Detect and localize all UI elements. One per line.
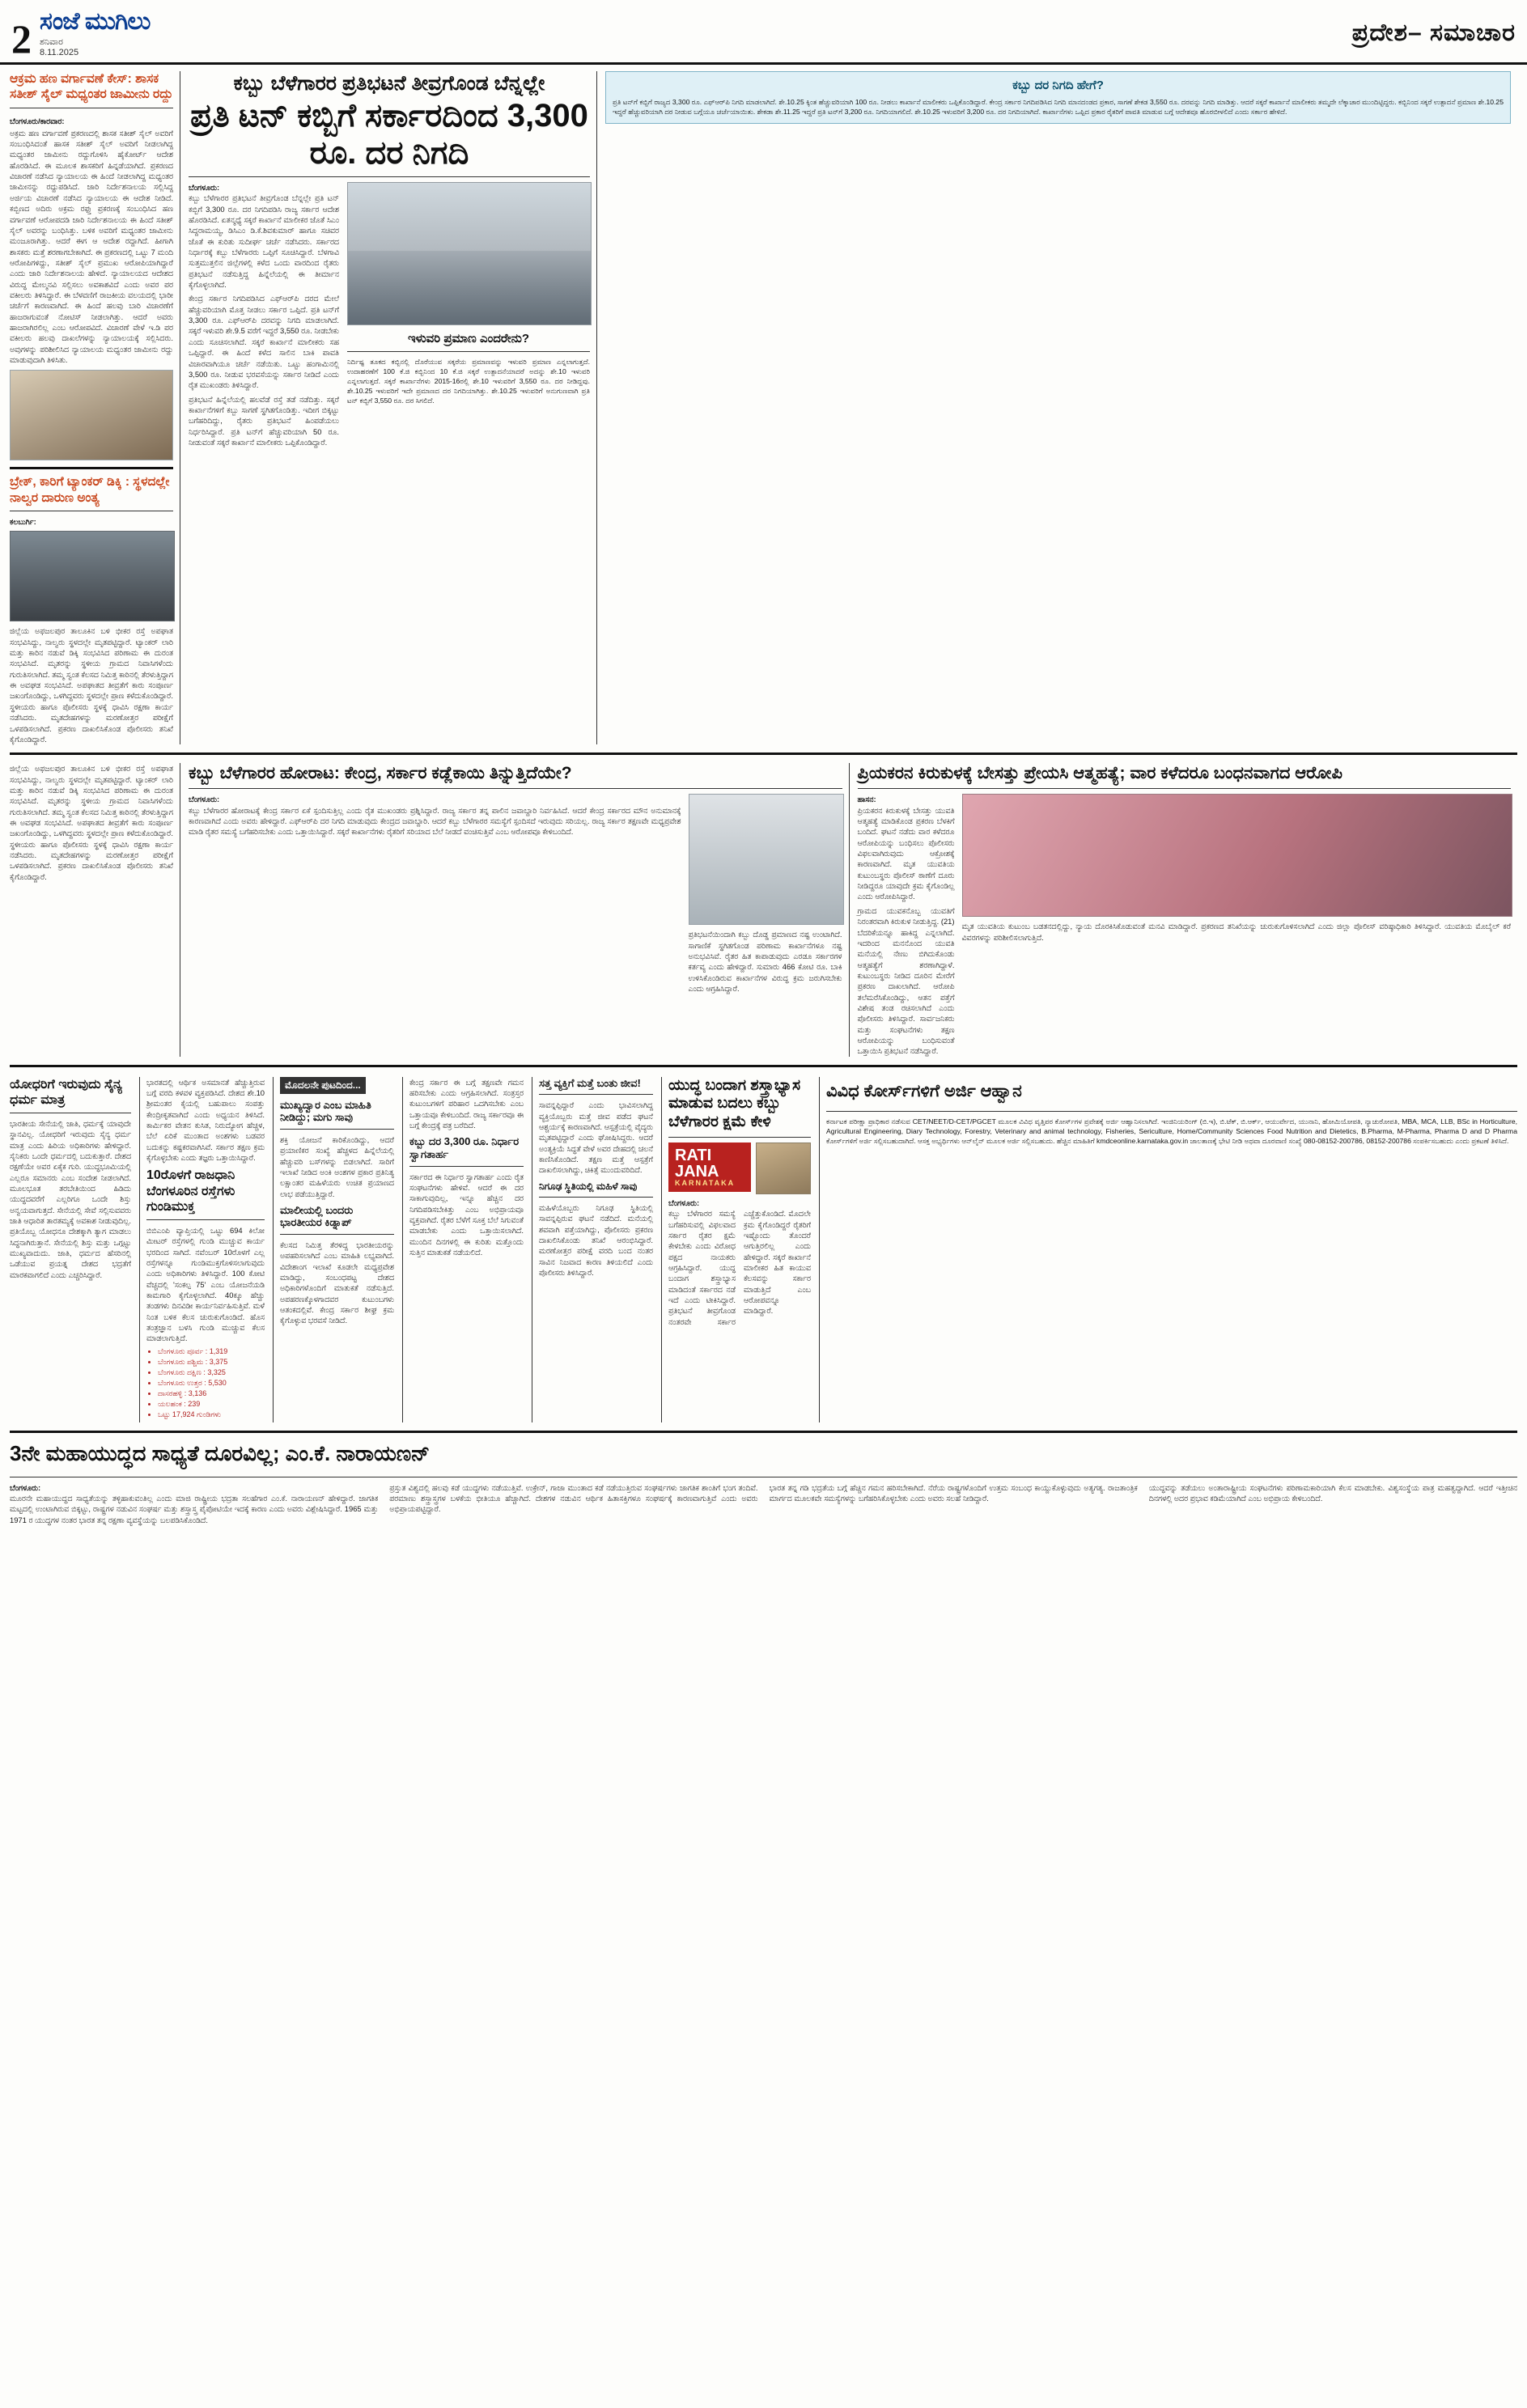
lead-headline-block (189, 71, 590, 172)
bottom-col4-lead: ಕೇಂದ್ರ ಸರ್ಕಾರ ಈ ಬಗ್ಗೆ ತಕ್ಷಣವೇ ಗಮನ ಹರಿಸಬೇಕು ಎಂದು ಆಗ್ರಹಿಸಲಾಗಿದೆ. ಸಂತ್ರಸ್ತರ ಕುಟುಂಬಗಳಿಗೆ ಪರಿಹಾರ ಒದಗಿಸಬೇಕು ಎಂಬ ಒತ್ತಾಯವೂ ಕೇಳಿಬಂದಿದೆ. ರಾಜ್ಯ ಸರ್ಕಾರವೂ ಈ ಬಗ್ಗೆ ಕೇಂದ್ರಕ್ಕೆ ಪತ್ರ ಬರೆದಿದೆ. (409, 1077, 524, 1130)
mid-right-byline: ಹಾಸನ: (857, 795, 876, 804)
speaker-photo (689, 794, 844, 925)
page-number: 2 (11, 16, 32, 61)
lead-body-3: ಪ್ರತಿಭಟನೆ ಹಿನ್ನೆಲೆಯಲ್ಲಿ ಹಲವೆಡೆ ರಸ್ತೆ ತಡೆ ನಡೆದಿತ್ತು. ಸಕ್ಕರೆ ಕಾರ್ಖಾನೆಗಳಿಗೆ ಕಬ್ಬು ಸಾಗಣೆ ಸ್ಥಗಿತಗೊಂಡಿತ್ತು. ಇದೀಗ ಬಿಕ್ಕಟ್ಟು ಬಗೆಹರಿದಿದ್ದು, ರೈತರು ಪ್ರತಿಭಟನೆ ಹಿಂಪಡೆಯಲು ನಿರ್ಧರಿಸಿದ್ದಾರೆ. ಪ್ರತಿ ಟನ್‌ಗೆ ಹೆಚ್ಚುವರಿಯಾಗಿ 50 ರೂ. ನೀಡುವಂತೆ ಸಕ್ಕರೆ ಕಾರ್ಖಾನೆ ಮಾಲೀಕರು ಒಪ್ಪಿಕೊಂಡಿದ್ದಾರೆ. (189, 394, 339, 447)
bottom-col-3 (273, 1077, 394, 1422)
list-item: • ಬೆಂಗಳೂರು ದಕ್ಷಿಣ : 3,325 (158, 1368, 265, 1377)
war-opinion-byline: ಬೆಂಗಳೂರು: (668, 1198, 700, 1208)
soldier-story-body: ಭಾರತೀಯ ಸೇನೆಯಲ್ಲಿ ಜಾತಿ, ಧರ್ಮಕ್ಕೆ ಯಾವುದೇ ಸ್ಥಾನವಿಲ್ಲ. ಯೋಧರಿಗೆ ಇರುವುದು ಸೈನ್ಯ ಧರ್ಮ ಮಾತ್ರ ಎಂದು ಹಿರಿಯ ಅಧಿಕಾರಿಗಳು ಹೇಳಿದ್ದಾರೆ. ಸೈನಿಕರು ಒಂದೇ ಧರ್ಮದಲ್ಲಿ ಬದುಕುತ್ತಾರೆ. ದೇಶದ ರಕ್ಷಣೆಯೇ ಅವರ ಏಕೈಕ ಗುರಿ. ಯುದ್ಧಭೂಮಿಯಲ್ಲಿ ಎಲ್ಲರೂ ಸಮಾನರು ಎಂಬ ಸಂದೇಶ ನೀಡಲಾಗಿದೆ. ಮೂಲಭೂತ ತರಬೇತಿಯಿಂದ ಹಿಡಿದು ಯುದ್ಧದವರೆಗೆ ಎಲ್ಲರಿಗೂ ಒಂದೇ ಶಿಸ್ತು ಅನ್ವಯವಾಗುತ್ತದೆ. ಸೇನೆಯಲ್ಲಿ ಸೇವೆ ಸಲ್ಲಿಸುವವರು ಜಾತಿ ಆಧಾರಿತ ತಾರತಮ್ಯಕ್ಕೆ ಅವಕಾಶ ನೀಡುವುದಿಲ್ಲ. ಪ್ರತಿಯೊಬ್ಬ ಯೋಧನೂ ದೇಶಕ್ಕಾಗಿ ತ್ಯಾಗ ಮಾಡಲು ಸಿದ್ಧನಾಗಿರುತ್ತಾನೆ. ಸೇನೆಯಲ್ಲಿ ಶಿಸ್ತು ಮತ್ತು ಒಗ್ಗಟ್ಟು ಮುಖ್ಯವಾದುದು. ಜಾತಿ, ಧರ್ಮದ ಹೆಸರಿನಲ್ಲಿ ಒಡೆಯುವ ಪ್ರಯತ್ನ ದೇಶದ ಭದ್ರತೆಗೆ ಮಾರಕವಾಗಲಿದೆ ಎಂದು ಎಚ್ಚರಿಸಿದ್ದಾರೆ. (10, 1119, 131, 1279)
top-region (0, 65, 1527, 744)
footer-region (0, 1433, 1527, 1537)
logo-text: ಸಂಜೆ ಮುಗಿಲು (40, 8, 151, 35)
mid-right-story (851, 763, 1518, 1056)
list-item: • ಬೆಂಗಳೂರು ಪಶ್ಚಿಮ : 3,375 (158, 1358, 265, 1367)
bottom-region (0, 1070, 1527, 1422)
mid-center-byline: ಬೆಂಗಳೂರು: (189, 795, 220, 804)
right-column (599, 71, 1517, 744)
inequality-body: ಭಾರತದಲ್ಲಿ ಆರ್ಥಿಕ ಅಸಮಾನತೆ ಹೆಚ್ಚುತ್ತಿರುವ ಬಗ್ಗೆ ವರದಿ ಕಳವಳ ವ್ಯಕ್ತಪಡಿಸಿದೆ. ದೇಶದ ಶೇ.10 ಶ್ರೀಮಂತರ ಕೈಯಲ್ಲಿ ಬಹುಪಾಲು ಸಂಪತ್ತು ಕೇಂದ್ರೀಕೃತವಾಗಿದೆ ಎಂದು ಅಧ್ಯಯನ ತಿಳಿಸಿದೆ. ಕಾರ್ಮಿಕರ ವೇತನ ಕುಸಿತ, ನಿರುದ್ಯೋಗ ಹೆಚ್ಚಳ, ಬೆಲೆ ಏರಿಕೆ ಮುಂತಾದ ಅಂಶಗಳು ಬಡವರ ಬದುಕನ್ನು ಕಷ್ಟಕರವಾಗಿಸಿವೆ. ಸರ್ಕಾರ ತಕ್ಷಣ ಕ್ರಮ ಕೈಗೊಳ್ಳಬೇಕು ಎಂದು ತಜ್ಞರು ಒತ್ತಾಯಿಸಿದ್ದಾರೆ. (146, 1077, 265, 1163)
lead-headline: ಪ್ರತಿ ಟನ್ ಕಬ್ಬಿಗೆ ಸರ್ಕಾರದಿಂದ 3,300 ರೂ. ದರ ನಿಗದಿ (190, 98, 588, 171)
rate-explainer-box (605, 71, 1511, 124)
middle-region (0, 758, 1527, 1056)
left-headline: ಆಕ್ರಮ ಹಣ ವರ್ಗಾವಣೆ ಕೇಸ್‌: ಶಾಸಕ ಸತೀಶ್ ಸೈಲ್ ಮಧ್ಯಂತರ ಜಾಮೀನು ರದ್ದು (10, 72, 173, 102)
bottom-col-7 (819, 1077, 1517, 1422)
lead-kicker: ಕಬ್ಬು ಬೆಳೆಗಾರರ ಪ್ರತಿಭಟನೆ ತೀವ್ರಗೊಂಡ ಬೆನ್ನಲ್ಲೇ (233, 72, 545, 95)
party-badge (668, 1143, 751, 1192)
lead-byline: ಬೆಂಗಳೂರು: (189, 183, 220, 192)
politician-photo (10, 370, 173, 460)
rate-explainer-text: ಪ್ರತಿ ಟನ್‌ಗೆ ಕಬ್ಬಿಗೆ ರಾಜ್ಯದ 3,300 ರೂ. ಎಫ್‌ಆರ್‌ಪಿ ನಿಗದಿ ಮಾಡಲಾಗಿದೆ. ಶೇ.10.25 ಕ್ಕಿಂತ ಹೆಚ್ಚುವರಿಯಾಗಿ 100 ರೂ. ನೀಡಲು ಕಾರ್ಖಾನೆ ಮಾಲೀಕರು ಒಪ್ಪಿಕೊಂಡಿದ್ದಾರೆ. ಕೇಂದ್ರ ಸರ್ಕಾರ ನಿಗದಿಪಡಿಸಿದ ನಿಗದಿ ಮಾನದಂಡದ ಪ್ರಕಾರ, ಸಾಗಣೆ ಶೇಕಡ 3,550 ರೂ. ದರವನ್ನು ನಿಗದಿ ಮಾಡಿತ್ತು. ಆದರೆ ಸಕ್ಕರೆ ಕಾರ್ಖಾನೆ ಮಾಲೀಕರು ತಮ್ಮದೇ ಲೆಕ್ಕಾಚಾರ ಮುಂದಿಟ್ಟಿದ್ದರು. ಕಬ್ಬಿನಿಂದ ಸಕ್ಕರೆ ಉತ್ಪಾದನೆ ಪ್ರಮಾಣ ಶೇ.10.25 ಇದ್ದರೆ ಹೆಚ್ಚುವರಿಯಾಗಿ ದರ ನೀಡುವ ಬಗ್ಗೆಯೂ ಚರ್ಚೆಯಾಯಿತು. ಶೇಕಡಾ ಶೇ.11.25 ಇದ್ದರೆ ಪ್ರತಿ ಟನ್‌ಗೆ 3,200 ರೂ. ನಿಗದಿಯಾಗಲಿದೆ. ಶೇ.10.25 ಇಳುವರಿಗೆ 3,200 ರೂ. ದರ ನಿಗದಿಯಾಗಿದೆ. ಕಾರ್ಖಾನೆಗಳು ಒಪ್ಪಿದ ಪ್ರಕಾರ ರೈತರಿಗೆ ಪಾವತಿ ಮಾಡುವ ಬಗ್ಗೆ ಆದೇಶವೂ ಹೊರಬೀಳಲಿದೆ ಎಂದು ಸರ್ಕಾರ ಹೇಳಿದೆ. (613, 98, 1504, 117)
bottom-col-6 (661, 1077, 811, 1422)
child-death-head: ಮುಖ್ಯದ್ವಾರ ಎಂಬ ಮಾಹಿತಿ ನೀಡಿದ್ದು; ಮಗು ಸಾವು (280, 1098, 371, 1124)
bottom-col-5 (532, 1077, 653, 1422)
cane-rate-head: ಕಬ್ಬು ದರ 3,300 ರೂ. ನಿರ್ಧಾರ ಸ್ವಾಗತಾರ್ಹ (409, 1135, 520, 1160)
mystery-death-body: ಮಹಿಳೆಯೊಬ್ಬರು ನಿಗೂಢ ಸ್ಥಿತಿಯಲ್ಲಿ ಸಾವನ್ನಪ್ಪಿರುವ ಘಟನೆ ನಡೆದಿದೆ. ಮನೆಯಲ್ಲಿ ಶವವಾಗಿ ಪತ್ತೆಯಾಗಿದ್ದು, ಪೊಲೀಸರು ಪ್ರಕರಣ ದಾಖಲಿಸಿಕೊಂಡು ತನಿಖೆ ಆರಂಭಿಸಿದ್ದಾರೆ. ಮರಣೋತ್ತರ ಪರೀಕ್ಷೆ ವರದಿ ಬಂದ ನಂತರ ಸಾವಿನ ನಿಜವಾದ ಕಾರಣ ತಿಳಿಯಲಿದೆ ಎಂದು ಪೊಲೀಸರು ತಿಳಿಸಿದ್ದಾರೆ. (539, 1203, 653, 1278)
party-badge-text: RATI JANA (675, 1147, 719, 1181)
mid-right-body-2: ಗ್ರಾಮದ ಯುವಕನೊಬ್ಬ ಯುವತಿಗೆ ನಿರಂತರವಾಗಿ ಕಿರುಕುಳ ನೀಡುತ್ತಿದ್ದ. (21) ಬೆದರಿಕೆಯನ್ನೂ ಹಾಕಿದ್ದ ಎನ್ನಲಾಗಿದೆ. ಇದರಿಂದ ಮನನೊಂದ ಯುವತಿ ಮನೆಯಲ್ಲಿ ನೇಣು ಬಿಗಿದುಕೊಂಡು ಆತ್ಮಹತ್ಯೆಗೆ ಶರಣಾಗಿದ್ದಾಳೆ. ಕುಟುಂಬಸ್ಥರು ನೀಡಿದ ದೂರಿನ ಮೇರೆಗೆ ಪ್ರಕರಣ ದಾಖಲಾಗಿದೆ. ಆರೋಪಿ ತಲೆಮರೆಸಿಕೊಂಡಿದ್ದು, ಆತನ ಪತ್ತೆಗೆ ವಿಶೇಷ ತಂಡ ರಚಿಸಲಾಗಿದೆ ಎಂದು ಪೊಲೀಸರು ತಿಳಿಸಿದ್ದಾರೆ. ಸಾರ್ವಜನಿಕರು ಮತ್ತು ಸಂಘಟನೆಗಳು ತಕ್ಷಣ ಆರೋಪಿಯನ್ನು ಬಂಧಿಸುವಂತೆ ಒತ್ತಾಯಿಸಿ ಪ್ರತಿಭಟನೆ ನಡೆಸಿದ್ದಾರೆ. (857, 905, 955, 1056)
pothole-head: 10ರೊಳಗೆ ರಾಜಧಾನಿ ಬೆಂಗಳೂರಿನ ರಸ್ತೆಗಳು ಗುಂಡಿಮುಕ್ತ (146, 1168, 235, 1214)
footer-headline: 3ನೇ ಮಹಾಯುದ್ಧದ ಸಾಧ್ಯತೆ ದೂರವಿಲ್ಲ; ಎಂ.ಕೆ. ನಾರಾಯಣನ್ (10, 1440, 431, 1465)
issue-date: 8.11.2025 (40, 48, 79, 57)
left-headline-2: ಬ್ರೇಕ್‌, ಕಾರಿಗೆ ಟ್ಯಾಂಕರ್ ಡಿಕ್ಕಿ : ಸ್ಥಳದಲ್ಲೇ ನಾಲ್ವರ ದಾರುಣ ಅಂತ್ಯ (10, 475, 170, 505)
lead-body-1: ಕಬ್ಬು ಬೆಳೆಗಾರರ ಪ್ರತಿಭಟನೆ ತೀವ್ರಗೊಂಡ ಬೆನ್ನಲ್ಲೇ ಪ್ರತಿ ಟನ್ ಕಬ್ಬಿಗೆ 3,300 ರೂ. ದರ ನಿಗದಿಪಡಿಸಿ ರಾಜ್ಯ ಸರ್ಕಾರ ಆದೇಶ ಹೊರಡಿಸಿದೆ. ಏತನ್ಮಧ್ಯೆ ಸಕ್ಕರೆ ಕಾರ್ಖಾನೆ ಮಾಲೀಕರ ಜೊತೆ ಸಿಎಂ ಸಿದ್ದರಾಮಯ್ಯ, ಡಿಸಿಎಂ ಡಿ.ಕೆ.ಶಿವಕುಮಾರ್ ಹಾಗೂ ಸಚಿವರ ಜೊತೆ ಈ ಕುರಿತು ಸುದೀರ್ಘ ಚರ್ಚೆ ನಡೆಸಿದರು. ಸರ್ಕಾರದ ನಿರ್ಧಾರಕ್ಕೆ ಕಬ್ಬು ಬೆಳೆಗಾರರು ಒಪ್ಪಿಗೆ ಸೂಚಿಸಿದ್ದಾರೆ. ಬೆಳಗಾವಿ ಸುತ್ತಮುತ್ತಲಿನ ಜಿಲ್ಲೆಗಳಲ್ಲಿ ಕಳೆದ ಒಂದು ವಾರದಿಂದ ರೈತರು ಪ್ರತಿಭಟನೆ ನಡೆಸುತ್ತಿದ್ದ ಹಿನ್ನೆಲೆಯಲ್ಲಿ ಈ ತೀರ್ಮಾನ ಕೈಗೊಳ್ಳಲಾಗಿದೆ. (189, 193, 339, 290)
footer-col-4: ಯುದ್ಧವನ್ನು ತಡೆಯಲು ಅಂತಾರಾಷ್ಟ್ರೀಯ ಸಂಘಟನೆಗಳು ಪರಿಣಾಮಕಾರಿಯಾಗಿ ಕೆಲಸ ಮಾಡಬೇಕು. ವಿಶ್ವಸಂಸ್ಥೆಯ ಪಾತ್ರ ಮಹತ್ವದ್ದಾಗಿದೆ. ಆದರೆ ಇತ್ತೀಚಿನ ದಿನಗಳಲ್ಲಿ ಅದರ ಪ್ರಭಾವ ಕಡಿಮೆಯಾಗಿದೆ ಎಂಬ ಅಭಿಪ್ರಾಯ ಕೇಳಿಬಂದಿದೆ. (1148, 1482, 1517, 1503)
list-item: • ಒಟ್ಟು 17,924 ಗುಂಡಿಗಳು (158, 1410, 265, 1419)
publication-logo (40, 8, 150, 57)
yield-box-text: ನಿರ್ದಿಷ್ಟ ತೂಕದ ಕಬ್ಬಿನಲ್ಲಿ ದೊರೆಯುವ ಸಕ್ಕರೆಯ ಪ್ರಮಾಣವನ್ನು ಇಳುವರಿ ಪ್ರಮಾಣ ಎನ್ನಲಾಗುತ್ತದೆ. ಉದಾಹರಣೆಗೆ 100 ಕೆ.ಜಿ ಕಬ್ಬಿನಿಂದ 10 ಕೆ.ಜಿ ಸಕ್ಕರೆ ಉತ್ಪಾದನೆಯಾದರೆ ಅದನ್ನು ಶೇ.10 ಇಳುವರಿ ಎನ್ನಲಾಗುತ್ತದೆ. ಸಕ್ಕರೆ ಕಾರ್ಖಾನೆಗಳು 2015-16ರಲ್ಲಿ ಶೇ.10 ಇಳುವರಿಗೆ 3,550 ರೂ. ದರ ನೀಡಿದ್ದವು. ಶೇ.10.25 ಇಳುವರಿಗೆ ಇದೇ ಪ್ರಮಾಣದ ದರ ನಿಗದಿಯಾಗಿತ್ತು. ಶೇ.10.25 ಇಳುವರಿಗೆ ಅನುಗುಣವಾಗಿ ಪ್ರತಿ ಟನ್ ಕಬ್ಬಿಗೆ 3,550 ರೂ. ದರ ಸಿಗಲಿದೆ. (347, 358, 590, 405)
war-opinion-body: ಕಬ್ಬು ಬೆಳೆಗಾರರ ಸಮಸ್ಯೆ ಬಗೆಹರಿಸುವಲ್ಲಿ ವಿಫಲವಾದ ಸರ್ಕಾರ ರೈತರ ಕ್ಷಮೆ ಕೇಳಬೇಕು ಎಂದು ವಿರೋಧ ಪಕ್ಷದ ನಾಯಕರು ಆಗ್ರಹಿಸಿದ್ದಾರೆ. ಯುದ್ಧ ಬಂದಾಗ ಶಸ್ತ್ರಾಭ್ಯಾಸ ಮಾಡಿದಂತೆ ಸರ್ಕಾರದ ನಡೆ ಇದೆ ಎಂದು ಟೀಕಿಸಿದ್ದಾರೆ. ಪ್ರತಿಭಟನೆ ತೀವ್ರಗೊಂಡ ನಂತರವೇ ಸರ್ಕಾರ ಎಚ್ಚೆತ್ತುಕೊಂಡಿದೆ. ಮೊದಲೇ ಕ್ರಮ ಕೈಗೊಂಡಿದ್ದರೆ ರೈತರಿಗೆ ಇಷ್ಟೊಂದು ತೊಂದರೆ ಆಗುತ್ತಿರಲಿಲ್ಲ ಎಂದು ಹೇಳಿದ್ದಾರೆ. ಸಕ್ಕರೆ ಕಾರ್ಖಾನೆ ಮಾಲೀಕರ ಹಿತ ಕಾಯುವ ಕೆಲಸವನ್ನು ಸರ್ಕಾರ ಮಾಡುತ್ತಿದೆ ಎಂಬ ಆರೋಪವನ್ನೂ ಮಾಡಿದ್ದಾರೆ. (668, 1209, 811, 1326)
bottom-col-1 (10, 1077, 131, 1422)
mid-right-body-3: ಮೃತ ಯುವತಿಯ ಕುಟುಂಬ ಬಡತನದಲ್ಲಿದ್ದು, ನ್ಯಾಯ ದೊರಕಿಸಿಕೊಡುವಂತೆ ಮನವಿ ಮಾಡಿದ್ದಾರೆ. ಪ್ರಕರಣದ ತನಿಖೆಯನ್ನು ಚುರುಕುಗೊಳಿಸಲಾಗಿದೆ ಎಂದು ಜಿಲ್ಲಾ ಪೊಲೀಸ್ ವರಿಷ್ಠಾಧಿಕಾರಿ ತಿಳಿಸಿದ್ದಾರೆ. ಯುವತಿಯ ಮೊಬೈಲ್ ಕರೆ ವಿವರಗಳನ್ನು ಪರಿಶೀಲಿಸಲಾಗುತ್ತಿದೆ. (961, 922, 1511, 942)
footer-col-3: ಭಾರತ ತನ್ನ ಗಡಿ ಭದ್ರತೆಯ ಬಗ್ಗೆ ಹೆಚ್ಚಿನ ಗಮನ ಹರಿಸಬೇಕಾಗಿದೆ. ನೆರೆಯ ರಾಷ್ಟ್ರಗಳೊಂದಿಗೆ ಉತ್ತಮ ಸಂಬಂಧ ಕಾಯ್ದುಕೊಳ್ಳುವುದು ಅತ್ಯಗತ್ಯ. ರಾಜತಾಂತ್ರಿಕ ಮಾರ್ಗದ ಮೂಲಕವೇ ಸಮಸ್ಯೆಗಳನ್ನು ಬಗೆಹರಿಸಿಕೊಳ್ಳಬೇಕು ಎಂದು ಅವರು ಸಲಹೆ ನೀಡಿದ್ದಾರೆ. (769, 1482, 1138, 1503)
war-opinion-head: ಯುದ್ಧ ಬಂದಾಗ ಶಸ್ತ್ರಾಭ್ಯಾಸ ಮಾಡುವ ಬದಲು ಕಬ್ಬು ಬೆಳೆಗಾರರ ಕ್ಷಮೆ ಕೇಳಿ (668, 1076, 801, 1131)
left-body-2: ಜಿಲ್ಲೆಯ ಅಫಜಲಪುರ ತಾಲೂಕಿನ ಬಳಿ ಭೀಕರ ರಸ್ತೆ ಅಪಘಾತ ಸಂಭವಿಸಿದ್ದು, ನಾಲ್ವರು ಸ್ಥಳದಲ್ಲೇ ಮೃತಪಟ್ಟಿದ್ದಾರೆ. ಟ್ಯಾಂಕರ್ ಲಾರಿ ಮತ್ತು ಕಾರಿನ ನಡುವೆ ಡಿಕ್ಕಿ ಸಂಭವಿಸಿದ ಪರಿಣಾಮ ಈ ದುರಂತ ಸಂಭವಿಸಿದೆ. ಮೃತರನ್ನು ಸ್ಥಳೀಯ ಗ್ರಾಮದ ನಿವಾಸಿಗಳೆಂದು ಗುರುತಿಸಲಾಗಿದೆ. ತಮ್ಮ ಸ್ವಂತ ಕೆಲಸದ ನಿಮಿತ್ತ ಕಾರಿನಲ್ಲಿ ತೆರಳುತ್ತಿದ್ದಾಗ ಈ ಅವಘಡ ಸಂಭವಿಸಿದೆ. ಅಪಘಾತದ ತೀವ್ರತೆಗೆ ಕಾರು ಸಂಪೂರ್ಣ ಜಖಂಗೊಂಡಿದ್ದು, ಒಳಗಿದ್ದವರು ಸ್ಥಳದಲ್ಲೇ ಪ್ರಾಣ ಕಳೆದುಕೊಂಡಿದ್ದಾರೆ. ಸ್ಥಳೀಯರು ಹಾಗೂ ಪೊಲೀಸರು ಸ್ಥಳಕ್ಕೆ ಧಾವಿಸಿ ರಕ್ಷಣಾ ಕಾರ್ಯ ನಡೆಸಿದರು. ಮೃತದೇಹಗಳನ್ನು ಮರಣೋತ್ತರ ಪರೀಕ್ಷೆಗೆ ಒಳಪಡಿಸಲಾಗಿದೆ. ಪ್ರಕರಣ ದಾಖಲಿಸಿಕೊಂಡ ಪೊಲೀಸರು ತನಿಖೆ ಕೈಗೊಂಡಿದ್ದಾರೆ. (10, 626, 173, 744)
party-badge-sub: KARNATAKA (675, 1179, 736, 1188)
left-byline-2: ಕಲಬುರ್ಗಿ: (10, 517, 36, 527)
pothole-body: ಬಿಬಿಎಂಪಿ ವ್ಯಾಪ್ತಿಯಲ್ಲಿ ಒಟ್ಟು 694 ಕಿಲೋ ಮೀಟರ್ ರಸ್ತೆಗಳಲ್ಲಿ ಗುಂಡಿ ಮುಚ್ಚುವ ಕಾರ್ಯ ಭರದಿಂದ ಸಾಗಿದೆ. ನವೆಂಬರ್ 10ರೊಳಗೆ ಎಲ್ಲ ರಸ್ತೆಗಳನ್ನೂ ಗುಂಡಿಮುಕ್ತಗೊಳಿಸಲಾಗುವುದು ಎಂದು ಅಧಿಕಾರಿಗಳು ತಿಳಿಸಿದ್ದಾರೆ. 100 ಕೋಟಿ ವೆಚ್ಚದಲ್ಲಿ 'ಸಂಕಲ್ಪ 75' ಎಂಬ ಯೋಜನೆಯಡಿ ಕಾಮಗಾರಿ ಕೈಗೊಳ್ಳಲಾಗಿದೆ. 40ಕ್ಕೂ ಹೆಚ್ಚು ತಂಡಗಳು ದಿನವಿಡೀ ಕಾರ್ಯನಿರ್ವಹಿಸುತ್ತಿವೆ. ಮಳೆ ನಿಂತ ಬಳಿಕ ಕೆಲಸ ಚುರುಕುಗೊಂಡಿದೆ. ಹೊಸ ತಂತ್ರಜ್ಞಾನ ಬಳಸಿ ಗುಂಡಿ ಮುಚ್ಚುವ ಕೆಲಸ ಮಾಡಲಾಗುತ್ತಿದೆ. (146, 1225, 265, 1343)
masthead (0, 0, 1527, 65)
soldier-story-head: ಯೋಧರಿಗೆ ಇರುವುದು ಸೈನ್ಯ ಧರ್ಮ ಮಾತ್ರ (10, 1077, 122, 1107)
cabinet-meeting-photo (347, 182, 592, 325)
list-item: • ಬೆಂಗಳೂರು ಪೂರ್ವ : 1,319 (158, 1347, 265, 1356)
rate-explainer-title: ಕಬ್ಬು ದರ ನಿಗದಿ ಹೇಗೆ? (1012, 78, 1104, 92)
yield-question-head: ಇಳುವರಿ ಪ್ರಮಾಣ ಎಂದರೇನು? (407, 332, 530, 346)
revived-man-body: ಸಾವನ್ನಪ್ಪಿದ್ದಾರೆ ಎಂದು ಭಾವಿಸಲಾಗಿದ್ದ ವ್ಯಕ್ತಿಯೊಬ್ಬರು ಮತ್ತೆ ಜೀವ ಪಡೆದ ಘಟನೆ ಆಶ್ಚರ್ಯಕ್ಕೆ ಕಾರಣವಾಗಿದೆ. ಆಸ್ಪತ್ರೆಯಲ್ಲಿ ವೈದ್ಯರು ಮೃತಪಟ್ಟಿದ್ದಾರೆ ಎಂದು ಘೋಷಿಸಿದ್ದರು. ಆದರೆ ಅಂತ್ಯಕ್ರಿಯೆ ಸಿದ್ಧತೆ ವೇಳೆ ಅವರ ದೇಹದಲ್ಲಿ ಚಲನೆ ಕಾಣಿಸಿಕೊಂಡಿದೆ. ತಕ್ಷಣ ಮತ್ತೆ ಆಸ್ಪತ್ರೆಗೆ ದಾಖಲಿಸಲಾಗಿದ್ದು, ಚಿಕಿತ್ಸೆ ಮುಂದುವರಿದಿದೆ. (539, 1100, 653, 1175)
mystery-death-head: ನಿಗೂಢ ಸ್ಥಿತಿಯಲ್ಲಿ ಮಹಿಳೆ ಸಾವು (539, 1180, 638, 1192)
logo-weekday: ಶನಿವಾರ (40, 37, 63, 47)
courses-ad-head: ವಿವಿಧ ಕೋರ್ಸ್‌ಗಳಿಗೆ ಅರ್ಜಿ ಆಹ್ವಾನ (826, 1081, 1022, 1100)
footer-col-2: ಪ್ರಸ್ತುತ ವಿಶ್ವದಲ್ಲಿ ಹಲವು ಕಡೆ ಯುದ್ಧಗಳು ನಡೆಯುತ್ತಿವೆ. ಉಕ್ರೇನ್, ಗಾಜಾ ಮುಂತಾದ ಕಡೆ ನಡೆಯುತ್ತಿರುವ ಸಂಘರ್ಷಗಳು ಜಾಗತಿಕ ಶಾಂತಿಗೆ ಭಂಗ ತಂದಿವೆ. ಪರಮಾಣು ಶಸ್ತ್ರಾಸ್ತ್ರಗಳ ಬಳಕೆಯ ಭೀತಿಯೂ ಹೆಚ್ಚಾಗಿದೆ. ದೇಶಗಳ ನಡುವಿನ ಆರ್ಥಿಕ ಹಿತಾಸಕ್ತಿಗಳೂ ಸಂಘರ್ಷಕ್ಕೆ ಕಾರಣವಾಗುತ್ತಿವೆ ಎಂದು ಅವರು ಅಭಿಪ್ರಾಯಪಟ್ಟಿದ್ದಾರೆ. (389, 1482, 758, 1514)
masthead-left (11, 8, 151, 61)
left-byline: ಬೆಂಗಳೂರು/ಕಾರವಾರ: (10, 116, 65, 125)
bottom-col-2 (139, 1077, 265, 1422)
bottom-col-4 (402, 1077, 524, 1422)
mid-center-headline: ಕಬ್ಬು ಬೆಳೆಗಾರರ ಹೋರಾಟ: ಕೇಂದ್ರ, ಸರ್ಕಾರ ಕಡ್ಲೆಕಾಯಿ ತಿನ್ನುತ್ತಿದೆಯೇ? (189, 764, 572, 783)
footer-byline: ಬೆಂಗಳೂರು: (10, 1482, 41, 1492)
victim-photos (962, 794, 1513, 917)
list-item: • ಬೆಂಗಳೂರು ಉತ್ತರ : 5,530 (158, 1379, 265, 1388)
footer-col-1: ಮೂರನೇ ಮಹಾಯುದ್ಧದ ಸಾಧ್ಯತೆಯನ್ನು ತಳ್ಳಿಹಾಕುವಂತಿಲ್ಲ ಎಂದು ಮಾಜಿ ರಾಷ್ಟ್ರೀಯ ಭದ್ರತಾ ಸಲಹೆಗಾರ ಎಂ.ಕೆ. ನಾರಾಯಣನ್ ಹೇಳಿದ್ದಾರೆ. ಜಾಗತಿಕ ಮಟ್ಟದಲ್ಲಿ ಉಂಟಾಗಿರುವ ಬಿಕ್ಕಟ್ಟು, ರಾಷ್ಟ್ರಗಳ ನಡುವಿನ ಸಂಘರ್ಷ ಮತ್ತು ಶಸ್ತ್ರಾಸ್ತ್ರ ಪೈಪೋಟಿಯೇ ಇದಕ್ಕೆ ಕಾರಣ ಎಂದು ಅವರು ವಿಶ್ಲೇಷಿಸಿದ್ದಾರೆ. 1965 ಮತ್ತು 1971 ರ ಯುದ್ಧಗಳ ನಂತರ ಭಾರತ ತನ್ನ ರಕ್ಷಣಾ ವ್ಯವಸ್ಥೆಯನ್ನು ಬಲಪಡಿಸಿಕೊಂಡಿದೆ. (10, 1494, 379, 1524)
leader-photo (756, 1143, 811, 1194)
mid-center-body: ಕಬ್ಬು ಬೆಳೆಗಾರರ ಹೋರಾಟಕ್ಕೆ ಕೇಂದ್ರ ಸರ್ಕಾರ ಏಕೆ ಸ್ಪಂದಿಸುತ್ತಿಲ್ಲ ಎಂದು ರೈತ ಮುಖಂಡರು ಪ್ರಶ್ನಿಸಿದ್ದಾರೆ. ರಾಜ್ಯ ಸರ್ಕಾರ ತನ್ನ ಪಾಲಿನ ಜವಾಬ್ದಾರಿ ನಿರ್ವಹಿಸಿದೆ. ಆದರೆ ಕೇಂದ್ರ ಸರ್ಕಾರದ ಮೌನ ಅನುಮಾನಕ್ಕೆ ಕಾರಣವಾಗಿದೆ ಎಂದು ಅವರು ಹೇಳಿದ್ದಾರೆ. ಎಫ್‌ಆರ್‌ಪಿ ದರ ನಿಗದಿ ಮಾಡುವುದು ಕೇಂದ್ರದ ಜವಾಬ್ದಾರಿ. ಆದರೆ ಕಬ್ಬು ಬೆಳೆಗಾರರ ಸಮಸ್ಯೆಗೆ ಸ್ಪಂದಿಸದೆ ಇರುವುದು ಸರಿಯಲ್ಲ. ರಾಜ್ಯ ಸರ್ಕಾರ ತಕ್ಷಣವೇ ಮಧ್ಯಪ್ರವೇಶ ಮಾಡಿ ರೈತರ ಸಮಸ್ಯೆ ಬಗೆಹರಿಸಬೇಕು ಎಂದು ಒತ್ತಾಯಿಸಿದ್ದಾರೆ. ಸಕ್ಕರೆ ಕಾರ್ಖಾನೆಗಳು ರೈತರಿಗೆ ಸರಿಯಾದ ಬೆಲೆ ನೀಡದೆ ವಂಚಿಸುತ್ತಿವೆ ಎಂಬ ಆರೋಪವೂ ಕೇಳಿಬಂದಿದೆ. (189, 805, 681, 837)
mid-right-body: ಪ್ರಿಯಕರನ ಕಿರುಕುಳಕ್ಕೆ ಬೇಸತ್ತು ಯುವತಿ ಆತ್ಮಹತ್ಯೆ ಮಾಡಿಕೊಂಡ ಪ್ರಕರಣ ಬೆಳಕಿಗೆ ಬಂದಿದೆ. ಘಟನೆ ನಡೆದು ವಾರ ಕಳೆದರೂ ಆರೋಪಿಯನ್ನು ಬಂಧಿಸಲು ಪೊಲೀಸರು ವಿಫಲವಾಗಿರುವುದು ಆಕ್ರೋಶಕ್ಕೆ ಕಾರಣವಾಗಿದೆ. ಮೃತ ಯುವತಿಯ ಕುಟುಂಬಸ್ಥರು ಪೊಲೀಸ್ ಠಾಣೆಗೆ ದೂರು ನೀಡಿದ್ದರೂ ಯಾವುದೇ ಕ್ರಮ ಕೈಗೊಂಡಿಲ್ಲ ಎಂದು ಆರೋಪಿಸಿದ್ದಾರೆ. (857, 805, 955, 901)
section-title: ಪ್ರದೇಶ– ಸಮಾಚಾರ (1351, 19, 1516, 46)
left-column (10, 71, 180, 744)
lead-body-2: ಕೇಂದ್ರ ಸರ್ಕಾರ ನಿಗದಿಪಡಿಸಿದ ಎಫ್‌ಆರ್‌ಪಿ ದರದ ಮೇಲೆ ಹೆಚ್ಚುವರಿಯಾಗಿ ಮೊತ್ತ ನೀಡಲು ಸರ್ಕಾರ ಒಪ್ಪಿದೆ. ಪ್ರತಿ ಟನ್‌ಗೆ 3,300 ರೂ. ಎಫ್‌ಆರ್‌ಪಿ ದರವನ್ನು ನಿಗದಿ ಮಾಡಲಾಗಿದೆ. ಸಕ್ಕರೆ ಇಳುವರಿ ಶೇ.9.5 ವರೆಗೆ ಇದ್ದರೆ 3,550 ರೂ. ನೀಡಬೇಕು ಎಂದು ಸೂಚಿಸಲಾಗಿದೆ. ಸಕ್ಕರೆ ಕಾರ್ಖಾನೆ ಮಾಲೀಕರು ಸಹ ಒಪ್ಪಿದ್ದಾರೆ. ಈ ಹಿಂದೆ ಕಳೆದ ಸಾಲಿನ ಬಾಕಿ ಪಾವತಿ ವಿಚಾರವಾಗಿಯೂ ಚರ್ಚೆ ನಡೆಯಿತು. ಒಟ್ಟು ಹಂಗಾಮಿನಲ್ಲಿ 3,500 ರೂ. ನೀಡುವ ಭರವಸೆಯನ್ನು ಸರ್ಕಾರ ನೀಡಿದೆ ಎಂದು ರೈತ ಮುಖಂಡರು ತಿಳಿಸಿದ್ದಾರೆ. (189, 294, 339, 390)
left-body: ಅಕ್ರಮ ಹಣ ವರ್ಗಾವಣೆ ಪ್ರಕರಣದಲ್ಲಿ ಶಾಸಕ ಸತೀಶ್ ಸೈಲ್ ಅವರಿಗೆ ಸಂಬಂಧಿಸಿದಂತೆ ಹಾಸಕ ಸತೀಶ್ ಸೈಲ್ ಅವರಿಗೆ ನೀಡಲಾಗಿದ್ದ ಮಧ್ಯಂತರ ಜಾಮೀನು ರದ್ದುಗೊಳಿಸಿ ಹೈಕೋರ್ಟ್ ಆದೇಶ ಹೊರಡಿಸಿದೆ. ಈ ಮೂಲಕ ಶಾಸಕರಿಗೆ ಹಿನ್ನಡೆಯಾಗಿದೆ. ಪ್ರಕರಣದ ವಿಚಾರಣೆ ನಡೆಸಿದ ನ್ಯಾಯಾಲಯ ಈ ಹಿಂದೆ ನೀಡಲಾಗಿದ್ದ ಮಧ್ಯಂತರ ಜಾಮೀನನ್ನು ರದ್ದುಪಡಿಸಿದೆ. ಜಾರಿ ನಿರ್ದೇಶನಾಲಯ ಸಲ್ಲಿಸಿದ್ದ ಅರ್ಜಿಯ ವಿಚಾರಣೆ ನಡೆಸಿದ ನ್ಯಾಯಾಲಯ ಈ ಆದೇಶ ನೀಡಿದೆ. ಕಬ್ಬಿಣದ ಅದಿರು ಅಕ್ರಮ ರಫ್ತು ಪ್ರಕರಣಕ್ಕೆ ಸಂಬಂಧಿಸಿದ ಹಣ ವರ್ಗಾವಣೆ ಆರೋಪದಡಿ ಜಾರಿ ನಿರ್ದೇಶನಾಲಯ ಈ ಹಿಂದೆ ಸತೀಶ್ ಸೈಲ್ ಅವರನ್ನು ಬಂಧಿಸಿತ್ತು. ಬಳಿಕ ಅವರಿಗೆ ಮಧ್ಯಂತರ ಜಾಮೀನು ಮಂಜೂರಾಗಿತ್ತು. ಆದರೆ ಈಗ ಆ ಆದೇಶ ರದ್ದಾಗಿದೆ. ಹೀಗಾಗಿ ಶಾಸಕರು ಮತ್ತೆ ಶರಣಾಗಬೇಕಾಗಿದೆ. ಈ ಪ್ರಕರಣದಲ್ಲಿ ಒಟ್ಟು 7 ಮಂದಿ ಆರೋಪಿಗಳಿದ್ದು, ಸತೀಶ್ ಸೈಲ್ ಪ್ರಮುಖ ಆರೋಪಿಯಾಗಿದ್ದಾರೆ ಎಂದು ಜಾರಿ ನಿರ್ದೇಶನಾಲಯ ಹೇಳಿದೆ. ನ್ಯಾಯಾಲಯದ ಆದೇಶದ ವಿರುದ್ಧ ಮೇಲ್ಮನವಿ ಸಲ್ಲಿಸಲು ಅವಕಾಶವಿದೆ ಎಂದು ಅವರ ಪರ ವಕೀಲರು ತಿಳಿಸಿದ್ದಾರೆ. ಈ ಬೆಳವಣಿಗೆ ರಾಜಕೀಯ ವಲಯದಲ್ಲಿ ಭಾರೀ ಚರ್ಚೆಗೆ ಕಾರಣವಾಗಿದೆ. ಈ ಹಿಂದೆ ಹಲವು ಬಾರಿ ವಿಚಾರಣೆಗೆ ಹಾಜರಾಗುವಂತೆ ನೋಟಿಸ್ ನೀಡಲಾಗಿತ್ತು. ಆದರೆ ಅವರು ಹಾಜರಾಗಿರಲಿಲ್ಲ ಎಂಬ ಆರೋಪವಿದೆ. ವಿಚಾರಣೆ ವೇಳೆ ಇ.ಡಿ ಪರ ವಕೀಲರು ಹಲವು ದಾಖಲೆಗಳನ್ನು ನ್ಯಾಯಾಲಯಕ್ಕೆ ಸಲ್ಲಿಸಿದರು. ಅವುಗಳನ್ನು ಪರಿಶೀಲಿಸಿದ ನ್ಯಾಯಾಲಯ ಮಧ್ಯಂತರ ಜಾಮೀನು ರದ್ದು ಮಾಡುವುದಾಗಿ ತಿಳಿಸಿತು. (10, 128, 173, 364)
mid-left-filler (10, 763, 180, 1056)
revived-man-head: ಸತ್ತ ವ್ಯಕ್ತಿಗೆ ಮತ್ತೆ ಬಂತು ಜೀವ! (539, 1076, 641, 1089)
list-item: • ದಾಸರಹಳ್ಳಿ : 3,136 (158, 1389, 265, 1398)
kidnap-body: ಕೆಲಸದ ನಿಮಿತ್ತ ತೆರಳಿದ್ದ ಭಾರತೀಯರನ್ನು ಅಪಹರಿಸಲಾಗಿದೆ ಎಂಬ ಮಾಹಿತಿ ಲಭ್ಯವಾಗಿದೆ. ವಿದೇಶಾಂಗ ಇಲಾಖೆ ಕೂಡಲೇ ಮಧ್ಯಪ್ರವೇಶ ಮಾಡಿದ್ದು, ಸಂಬಂಧಪಟ್ಟ ದೇಶದ ಅಧಿಕಾರಿಗಳೊಂದಿಗೆ ಮಾತುಕತೆ ನಡೆಸುತ್ತಿದೆ. ಅಪಹರಣಕ್ಕೊಳಗಾದವರ ಕುಟುಂಬಗಳು ಆತಂಕದಲ್ಲಿವೆ. ಕೇಂದ್ರ ಸರ್ಕಾರ ಶೀಘ್ರ ಕ್ರಮ ಕೈಗೊಳ್ಳುವ ಭರವಸೆ ನೀಡಿದೆ. (280, 1240, 394, 1325)
cane-rate-body: ಸರ್ಕಾರದ ಈ ನಿರ್ಧಾರ ಸ್ವಾಗತಾರ್ಹ ಎಂದು ರೈತ ಸಂಘಟನೆಗಳು ಹೇಳಿವೆ. ಆದರೆ ಈ ದರ ಸಾಕಾಗುವುದಿಲ್ಲ, ಇನ್ನೂ ಹೆಚ್ಚಿನ ದರ ನಿಗದಿಪಡಿಸಬೇಕಿತ್ತು ಎಂಬ ಅಭಿಪ್ರಾಯವೂ ವ್ಯಕ್ತವಾಗಿದೆ. ರೈತರ ಬೆಳೆಗೆ ಸೂಕ್ತ ಬೆಲೆ ಸಿಗುವಂತೆ ಮಾಡಬೇಕು ಎಂದು ಒತ್ತಾಯಿಸಲಾಗಿದೆ. ಮುಂದಿನ ದಿನಗಳಲ್ಲಿ ಈ ಕುರಿತು ಮತ್ತೊಂದು ಸುತ್ತಿನ ಮಾತುಕತೆ ನಡೆಯಲಿದೆ. (409, 1172, 524, 1257)
mid-right-headline: ಪ್ರಿಯಕರನ ಕಿರುಕುಳಕ್ಕೆ ಬೇಸತ್ತು ಪ್ರೇಯಸಿ ಆತ್ಮಹತ್ಯೆ; ವಾರ ಕಳೆದರೂ ಬಂಧನವಾಗದ ಆರೋಪಿ (857, 764, 1342, 783)
mid-center-body-2: ಪ್ರತಿಭಟನೆಯಿಂದಾಗಿ ಕಬ್ಬು ದೊಡ್ಡ ಪ್ರಮಾಣದ ನಷ್ಟ ಉಂಟಾಗಿದೆ. ಸಾಗಾಣಿಕೆ ಸ್ಥಗಿತಗೊಂಡ ಪರಿಣಾಮ ಕಾರ್ಖಾನೆಗಳೂ ನಷ್ಟ ಅನುಭವಿಸಿವೆ. ರೈತರ ಹಿತ ಕಾಪಾಡುವುದು ಎರಡೂ ಸರ್ಕಾರಗಳ ಕರ್ತವ್ಯ ಎಂದು ಹೇಳಿದ್ದಾರೆ. ಸುಮಾರು 466 ಕೋಟಿ ರೂ. ಬಾಕಿ ಉಳಿಸಿಕೊಂಡಿರುವ ಕಾರ್ಖಾನೆಗಳ ವಿರುದ್ಧ ಕ್ರಮ ಜರುಗಿಸಬೇಕು ಎಂದು ಆಗ್ರಹಿಸಿದ್ದಾರೆ. (688, 930, 842, 994)
continued-from-page1-label: ಮೊದಲನೇ ಪುಟದಿಂದ... (280, 1077, 366, 1094)
mid-center-story (182, 763, 849, 1056)
pothole-stats-list (158, 1347, 265, 1419)
mid-left-filler-text: ಜಿಲ್ಲೆಯ ಅಫಜಲಪುರ ತಾಲೂಕಿನ ಬಳಿ ಭೀಕರ ರಸ್ತೆ ಅಪಘಾತ ಸಂಭವಿಸಿದ್ದು, ನಾಲ್ವರು ಸ್ಥಳದಲ್ಲೇ ಮೃತಪಟ್ಟಿದ್ದಾರೆ. ಟ್ಯಾಂಕರ್ ಲಾರಿ ಮತ್ತು ಕಾರಿನ ನಡುವೆ ಡಿಕ್ಕಿ ಸಂಭವಿಸಿದ ಪರಿಣಾಮ ಈ ದುರಂತ ಸಂಭವಿಸಿದೆ. ಮೃತರನ್ನು ಸ್ಥಳೀಯ ಗ್ರಾಮದ ನಿವಾಸಿಗಳೆಂದು ಗುರುತಿಸಲಾಗಿದೆ. ತಮ್ಮ ಸ್ವಂತ ಕೆಲಸದ ನಿಮಿತ್ತ ಕಾರಿನಲ್ಲಿ ತೆರಳುತ್ತಿದ್ದಾಗ ಈ ಅವಘಡ ಸಂಭವಿಸಿದೆ. ಅಪಘಾತದ ತೀವ್ರತೆಗೆ ಕಾರು ಸಂಪೂರ್ಣ ಜಖಂಗೊಂಡಿದ್ದು, ಒಳಗಿದ್ದವರು ಸ್ಥಳದಲ್ಲೇ ಪ್ರಾಣ ಕಳೆದುಕೊಂಡಿದ್ದಾರೆ. ಸ್ಥಳೀಯರು ಹಾಗೂ ಪೊಲೀಸರು ಸ್ಥಳಕ್ಕೆ ಧಾವಿಸಿ ರಕ್ಷಣಾ ಕಾರ್ಯ ನಡೆಸಿದರು. ಮೃತದೇಹಗಳನ್ನು ಮರಣೋತ್ತರ ಪರೀಕ್ಷೆಗೆ ಒಳಪಡಿಸಲಾಗಿದೆ. ಪ್ರಕರಣ ದಾಖಲಿಸಿಕೊಂಡ ಪೊಲೀಸರು ತನಿಖೆ ಕೈಗೊಂಡಿದ್ದಾರೆ. (10, 764, 173, 881)
center-column (182, 71, 596, 744)
kidnap-head: ಮಾಲೀಯಲ್ಲಿ ಬಂದರು ಭಾರತೀಯರ ಕಿಡ್ನಾಪ್ (280, 1203, 354, 1229)
courses-ad-body: ಕರ್ನಾಟಕ ಪರೀಕ್ಷಾ ಪ್ರಾಧಿಕಾರ ನಡೆಸುವ CET/NEET/D-CET/PGCET ಮೂಲಕ ವಿವಿಧ ವೃತ್ತಿಪರ ಕೋರ್ಸ್‌ಗಳ ಪ್ರವೇಶಕ್ಕೆ ಅರ್ಜಿ ಆಹ್ವಾನಿಸಲಾಗಿದೆ. ಇಂಜಿನಿಯರಿಂಗ್ (ಬಿ.ಇ), ಬಿ.ಟೆಕ್, ಬಿ.ಆರ್ಕ್, ಆಯುರ್ವೇದ, ಯುನಾನಿ, ಹೋಮಿಯೋಪತಿ, ನ್ಯಾಚುರೋಪತಿ, MBA, MCA, LLB, BSc in Horticulture, Agricultural Engineering, Diary Technology, Forestry, Veterinary and animal technology, Fisheries, Sericulture, Home/Community Sciences Food Nutrition and Dietetics, B.Pharma, M-Pharma, Pharma D and D Pharma ಕೋರ್ಸ್‌ಗಳಿಗೆ ಅರ್ಜಿ ಸಲ್ಲಿಸಬಹುದಾಗಿದೆ. ಆಸಕ್ತ ಅಭ್ಯರ್ಥಿಗಳು ಆನ್‌ಲೈನ್ ಮೂಲಕ ಅರ್ಜಿ ಸಲ್ಲಿಸಬಹುದು. ಹೆಚ್ಚಿನ ಮಾಹಿತಿಗೆ kmdceonline.karnataka.gov.in ಜಾಲತಾಣಕ್ಕೆ ಭೇಟಿ ನೀಡಿ ಅಥವಾ ದೂರವಾಣಿ ಸಂಖ್ಯೆ 080-08152-200786, 08152-200786 ಸಂಪರ್ಕಿಸಬಹುದು ಎಂದು ಪ್ರಕಟಣೆ ತಿಳಿಸಿದೆ. (826, 1117, 1517, 1145)
child-death-body: ಶಕ್ತಿ ಯೋಜನೆ ಕಾರಿಕೊಂಡಿದ್ದು, ಆದರೆ ಪ್ರಯಾಣಿಕರ ಸಂಖ್ಯೆ ಹೆಚ್ಚಳದ ಹಿನ್ನೆಲೆಯಲ್ಲಿ ಹೆಚ್ಚುವರಿ ಬಸ್‌ಗಳನ್ನು ಬಿಡಲಾಗಿದೆ. ಸಾರಿಗೆ ಇಲಾಖೆ ನೀಡಿದ ಅಂಕಿ ಅಂಶಗಳ ಪ್ರಕಾರ ಪ್ರತಿನಿತ್ಯ ಲಕ್ಷಾಂತರ ಮಹಿಳೆಯರು ಉಚಿತ ಪ್ರಯಾಣದ ಲಾಭ ಪಡೆಯುತ್ತಿದ್ದಾರೆ. (280, 1134, 394, 1198)
accident-photo (10, 531, 175, 621)
list-item: • ಯಲಹಂಕ : 239 (158, 1400, 265, 1409)
